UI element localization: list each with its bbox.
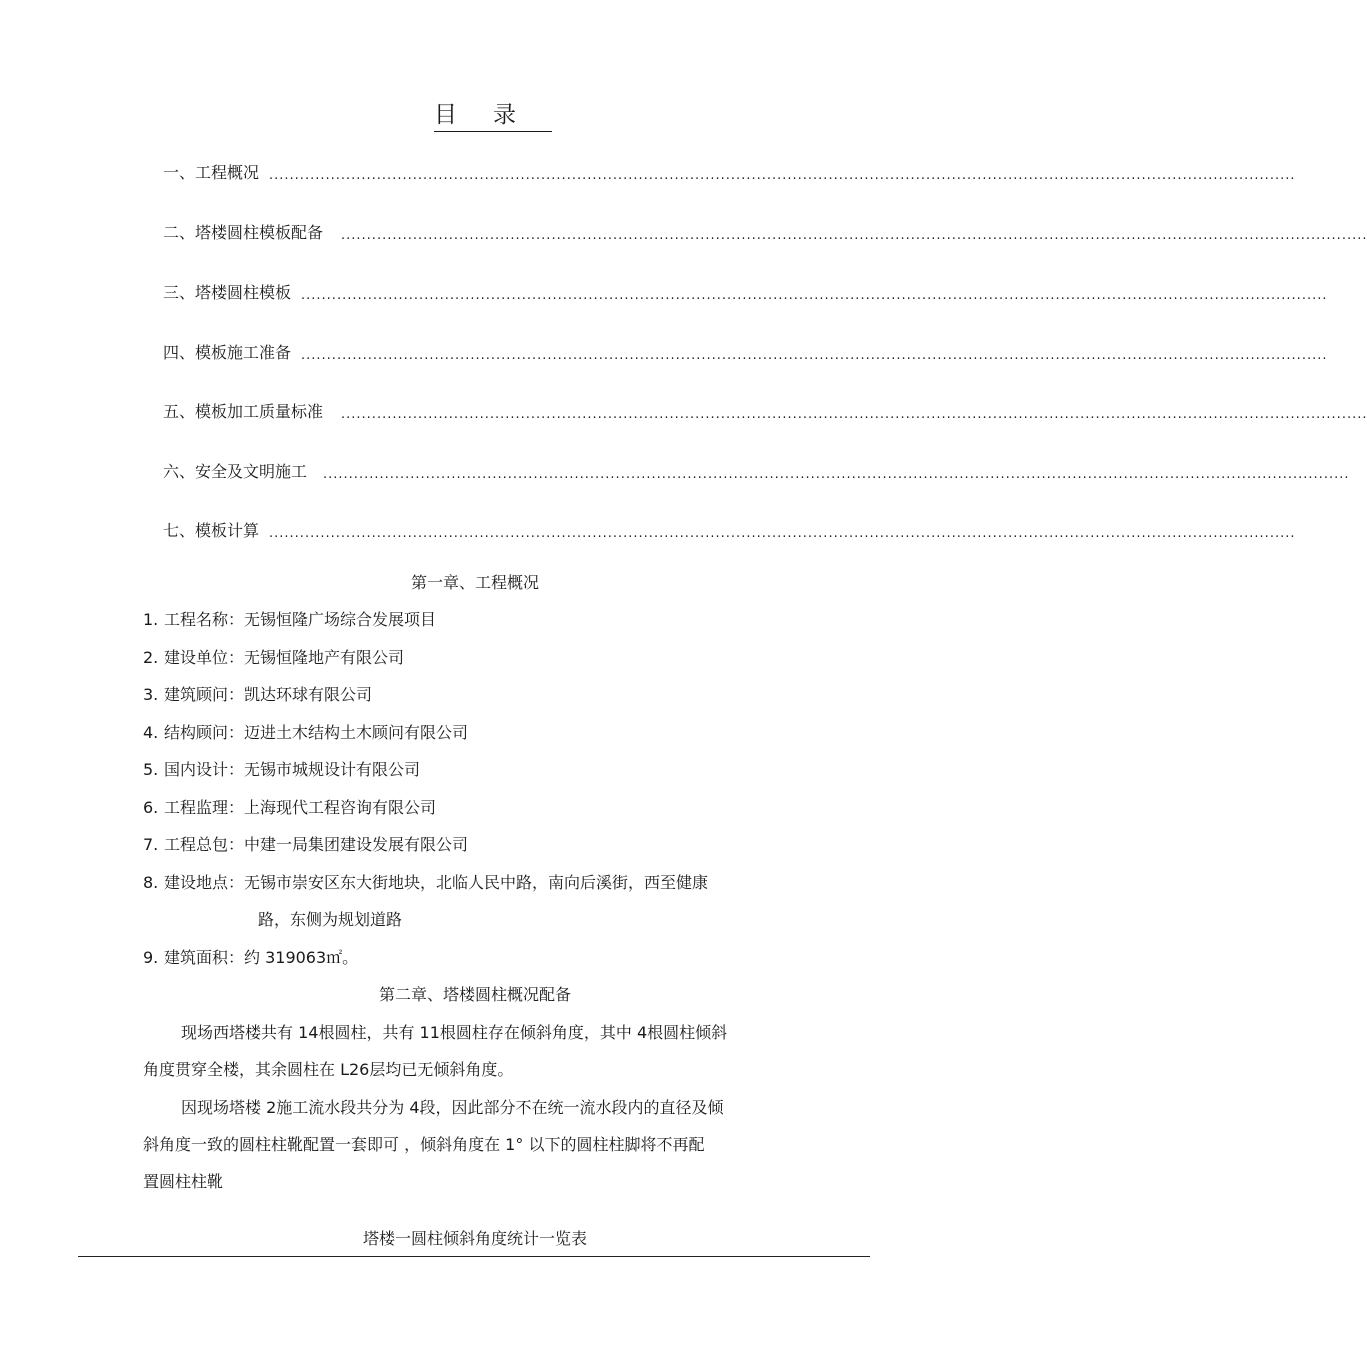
toc-entry[interactable]: [163, 220, 1367, 246]
toc-entry[interactable]: [163, 518, 1296, 544]
paragraph-line: 现场西塔楼共有 14根圆柱，共有 11根圆柱存在倾斜角度，其中 4根圆柱倾斜: [181, 1023, 728, 1042]
paragraph-line: 斜角度一致的圆柱柱靴配置一套即可 ，倾斜角度在 1° 以下的圆柱柱脚将不再配: [143, 1135, 705, 1154]
project-info-item: 2. 建设单位：无锡恒隆地产有限公司: [143, 648, 405, 667]
project-info-item: 1. 工程名称：无锡恒隆广场综合发展项目: [143, 610, 437, 629]
toc-leader-dots: ........................................................................................................................................................................................................: [269, 526, 1296, 541]
toc-entry-label: 一、工程概况: [163, 163, 260, 182]
toc-entry[interactable]: [163, 340, 1328, 366]
chapter1-heading: 第一章、工程概况: [410, 573, 539, 592]
table-caption: 塔楼一圆柱倾斜角度统计一览表: [362, 1229, 587, 1248]
project-info-item: 3. 建筑顾问：凯达环球有限公司: [143, 685, 373, 704]
toc-entry-label: 二、塔楼圆柱模板配备: [163, 223, 324, 242]
toc-entry-label: 四、模板施工准备: [163, 343, 292, 362]
toc-title: 目录: [0, 100, 950, 132]
paragraph-line: 置圆柱柱靴: [143, 1172, 224, 1191]
paragraph-line: 角度贯穿全楼，其余圆柱在 L26层均已无倾斜角度。: [143, 1060, 514, 1079]
project-info-item: 8. 建设地点：无锡市崇安区东大街地块，北临人民中路，南向后溪街，西至健康: [143, 873, 709, 892]
project-info-item: 9. 建筑面积：约 319063㎡。: [143, 948, 359, 967]
toc-leader-dots: ........................................................................................................................................................................................................: [323, 467, 1350, 482]
paragraph-line: 因现场塔楼 2施工流水段共分为 4段，因此部分不在统一流水段内的直径及倾: [181, 1098, 724, 1117]
toc-entry[interactable]: [163, 160, 1296, 186]
toc-entry-label: 七、模板计算: [163, 521, 260, 540]
toc-leader-dots: ........................................................................................................................................................................................................: [269, 168, 1296, 183]
toc-entry-label: 三、塔楼圆柱模板: [163, 283, 292, 302]
toc-entry-label: 六、安全及文明施工: [163, 462, 308, 481]
project-info-item: 6. 工程监理：上海现代工程咨询有限公司: [143, 798, 437, 817]
toc-entry[interactable]: [163, 399, 1367, 425]
project-info-item-continuation: 路，东侧为规划道路: [258, 910, 403, 929]
toc-leader-dots: ........................................................................................................................................................................................................: [301, 288, 1328, 303]
toc-entry[interactable]: [163, 459, 1350, 485]
project-info-item: 7. 工程总包：中建一局集团建设发展有限公司: [143, 835, 469, 854]
project-info-item: 4. 结构顾问：迈进土木结构土木顾问有限公司: [143, 723, 469, 742]
toc-entry[interactable]: [163, 280, 1328, 306]
project-info-item: 5. 国内设计：无锡市城规设计有限公司: [143, 760, 421, 779]
toc-leader-dots: ........................................................................................................................................................................................................: [301, 348, 1328, 363]
table-top-rule: [78, 1256, 870, 1257]
toc-leader-dots: ........................................................................................................................................................................................................: [341, 228, 1367, 243]
toc-leader-dots: ........................................................................................................................................................................................................: [341, 407, 1367, 422]
chapter2-heading: 第二章、塔楼圆柱概况配备: [378, 985, 571, 1004]
toc-entry-label: 五、模板加工质量标准: [163, 402, 324, 421]
